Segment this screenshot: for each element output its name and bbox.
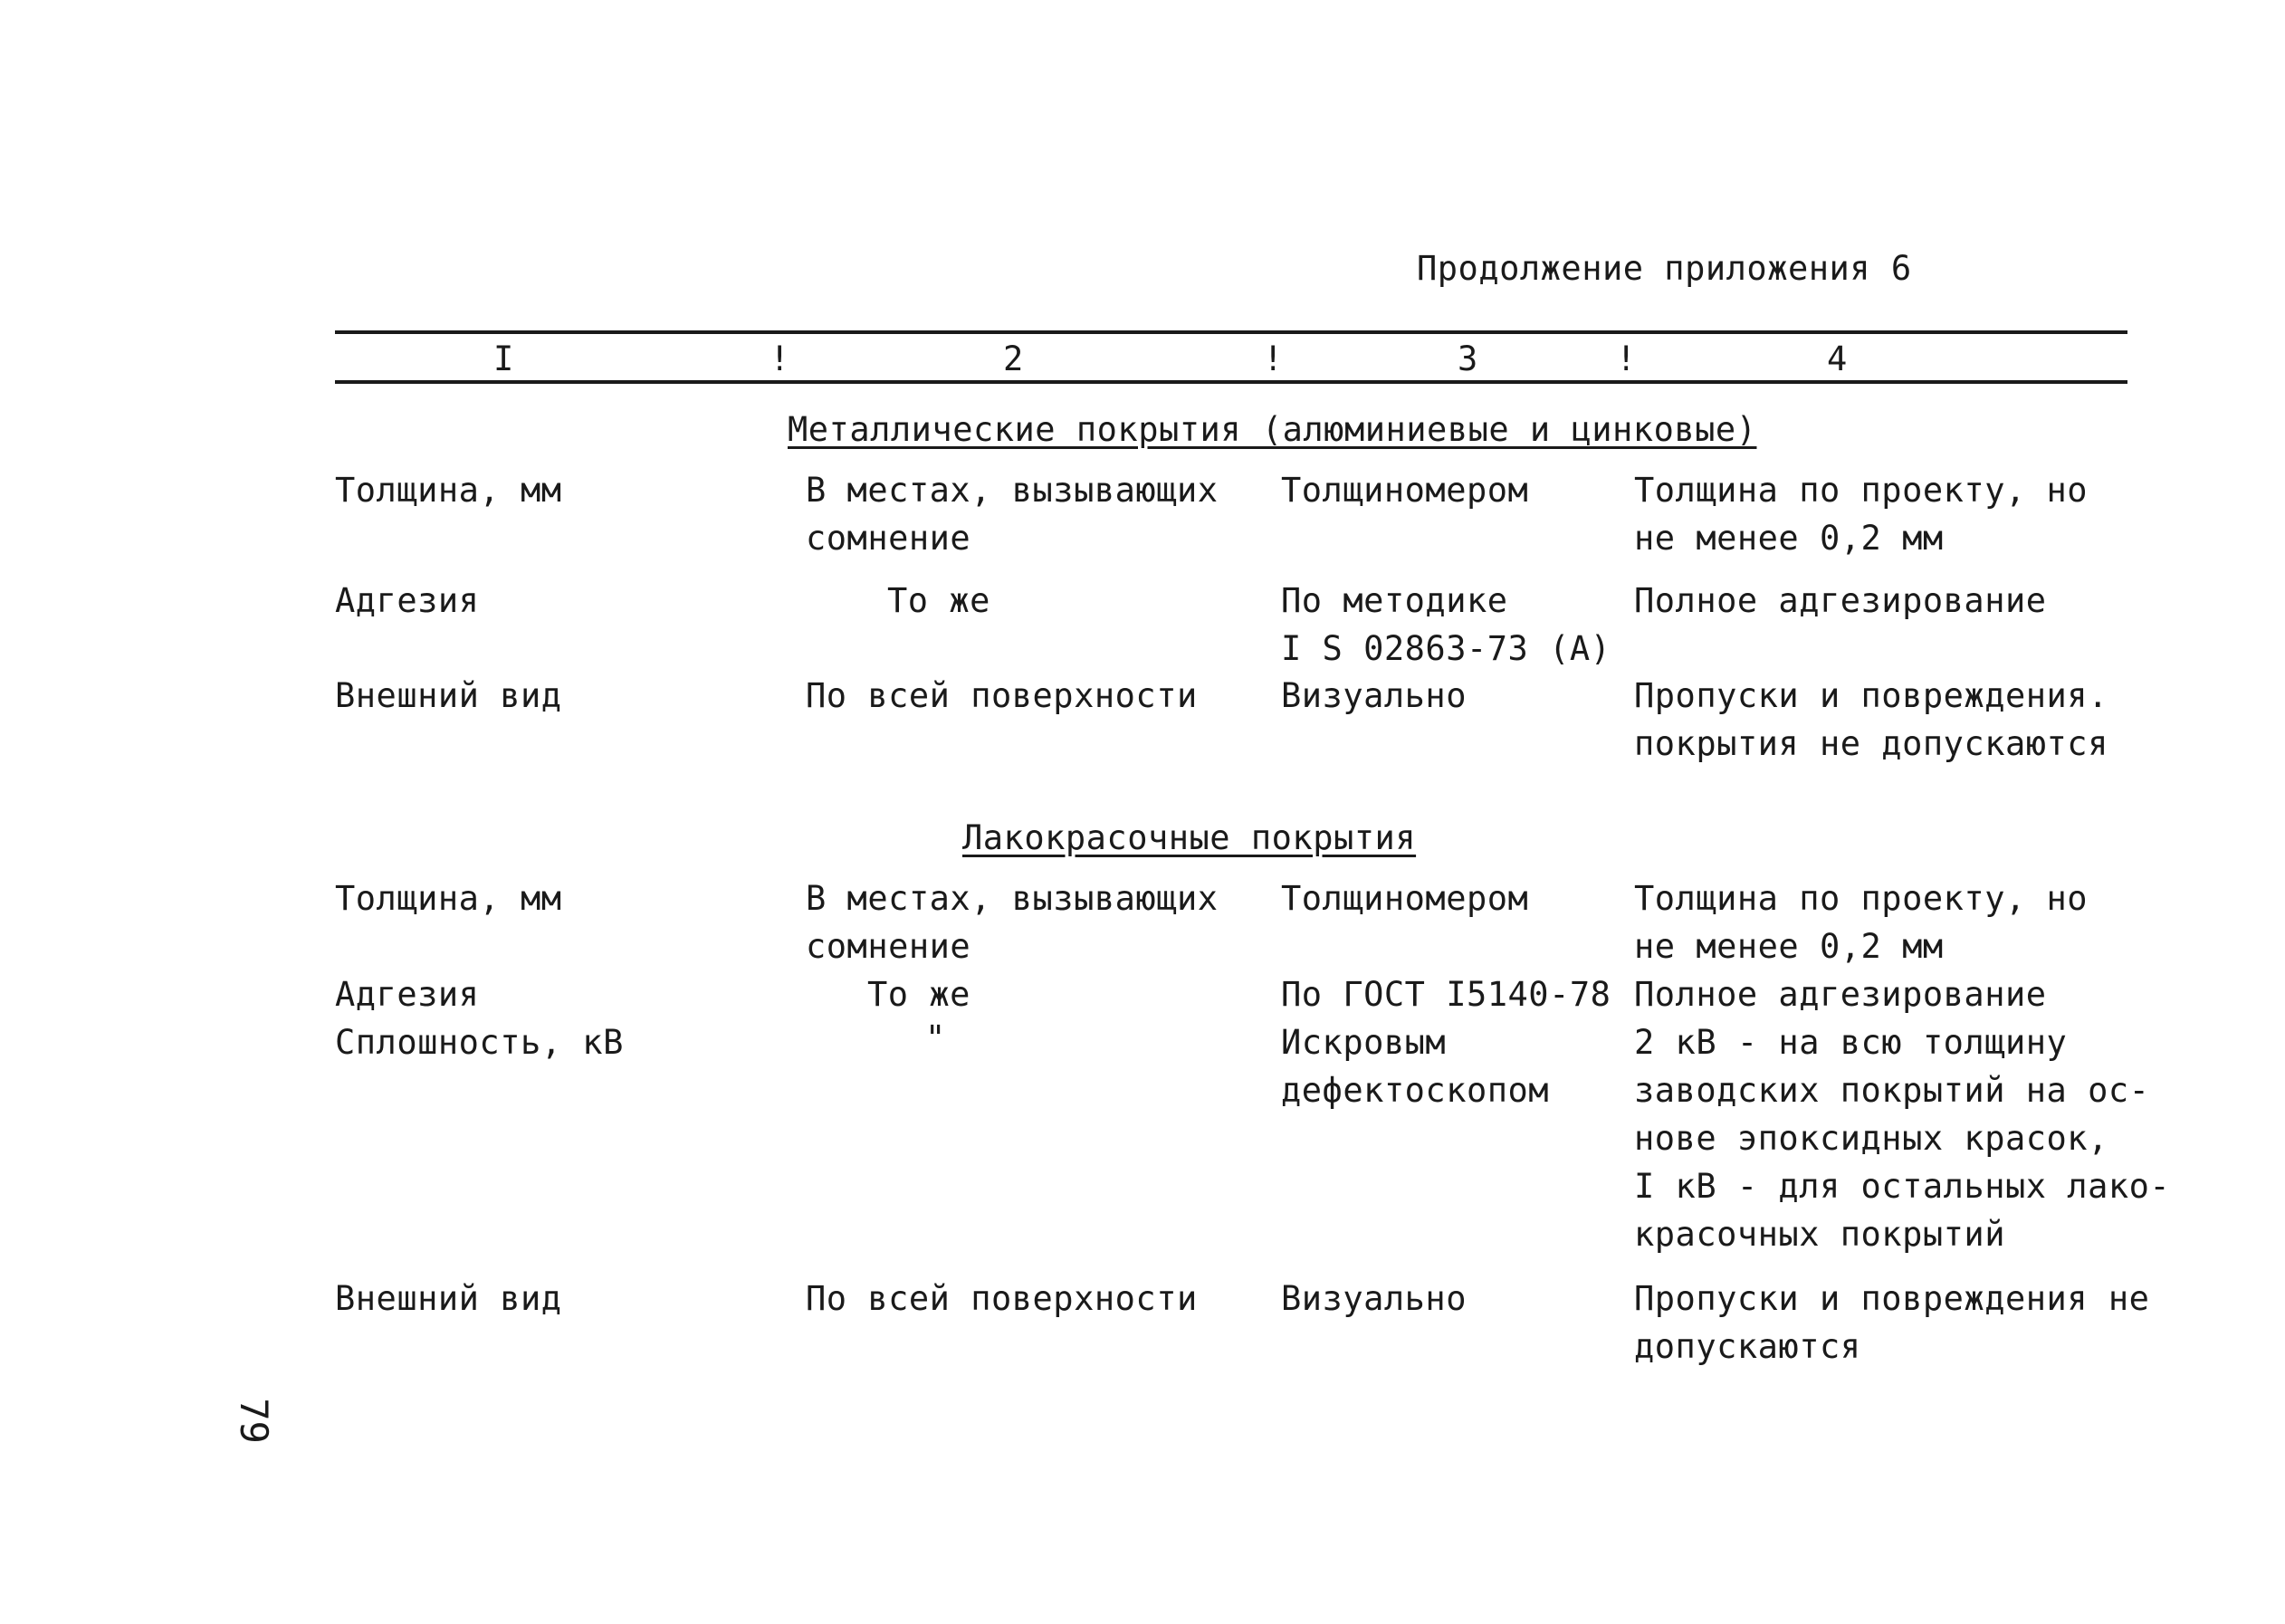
section-title-metallic: Металлические покрытия (алюминиевые и цинковые) xyxy=(788,410,1757,449)
s2-row3-method-l2: дефектоскопом xyxy=(1281,1071,1550,1110)
column-header-4: 4 xyxy=(1827,339,1848,378)
s1-row3-param: Внешний вид xyxy=(335,676,562,715)
column-header-2: 2 xyxy=(1003,339,1024,378)
s2-row2-req: Полное адгезирование xyxy=(1634,975,2047,1014)
s2-row3-req-l1: 2 кВ - на всю толщину xyxy=(1634,1023,2068,1062)
s1-row1-req-l1: Толщина по проекту, но xyxy=(1634,471,2089,510)
s2-row2-place: То же xyxy=(867,975,970,1014)
s2-row3-req-l3: нове эпоксидных красок, xyxy=(1634,1119,2108,1158)
s2-row3-req-l2: заводских покрытий на ос- xyxy=(1634,1071,2150,1110)
section-title-paint: Лакокрасочные покрытия xyxy=(962,818,1417,857)
s2-row2-method: По ГОСТ I5140-78 xyxy=(1281,975,1611,1014)
s2-row1-req-l2: не менее 0,2 мм xyxy=(1634,927,1944,966)
s2-row1-place-l2: сомнение xyxy=(806,927,971,966)
s2-row1-req-l1: Толщина по проекту, но xyxy=(1634,879,2089,918)
s2-row3-req-l4: I кВ - для остальных лако- xyxy=(1634,1167,2171,1206)
s1-row2-param: Адгезия xyxy=(335,581,480,620)
s1-row1-param: Толщина, мм xyxy=(335,471,562,510)
s2-row1-place-l1: В местах, вызывающих xyxy=(806,879,1219,918)
s1-row2-place: То же xyxy=(887,581,990,620)
s1-row2-method-l2: I S 02863-73 (A) xyxy=(1281,629,1611,668)
s2-row4-method: Визуально xyxy=(1281,1279,1467,1318)
s1-row2-req: Полное адгезирование xyxy=(1634,581,2047,620)
s2-row4-param: Внешний вид xyxy=(335,1279,562,1318)
column-header-1: I xyxy=(493,339,514,378)
s2-row3-method-l1: Искровым xyxy=(1281,1023,1447,1062)
s2-row3-req-l5: красочных покрытий xyxy=(1634,1215,2005,1254)
page-number: 79 xyxy=(231,1398,276,1444)
column-separator-1: ! xyxy=(770,339,790,378)
column-separator-3: ! xyxy=(1616,339,1637,378)
s1-row3-req-l1: Пропуски и повреждения. xyxy=(1634,676,2108,715)
s2-row4-place: По всей поверхности xyxy=(806,1279,1198,1318)
s2-row1-method: Толщиномером xyxy=(1281,879,1529,918)
s1-row3-method: Визуально xyxy=(1281,676,1467,715)
column-header-3: 3 xyxy=(1458,339,1478,378)
s1-row1-place-l2: сомнение xyxy=(806,519,971,558)
s1-row3-req-l2: покрытия не допускаются xyxy=(1634,724,2108,763)
s2-row4-req-l1: Пропуски и повреждения не xyxy=(1634,1279,2150,1318)
s2-row3-param: Сплошность, кВ xyxy=(335,1023,624,1062)
table-top-rule xyxy=(335,330,2127,334)
column-separator-2: ! xyxy=(1263,339,1284,378)
s1-row3-place: По всей поверхности xyxy=(806,676,1198,715)
s2-row1-param: Толщина, мм xyxy=(335,879,562,918)
s2-row4-req-l2: допускаются xyxy=(1634,1327,1861,1366)
table-header-rule xyxy=(335,380,2127,384)
continuation-caption: Продолжение приложения 6 xyxy=(1417,249,1912,288)
s2-row3-place: " xyxy=(925,1018,946,1057)
s1-row1-req-l2: не менее 0,2 мм xyxy=(1634,519,1944,558)
s2-row2-param: Адгезия xyxy=(335,975,480,1014)
s1-row2-method-l1: По методике xyxy=(1281,581,1508,620)
s1-row1-method: Толщиномером xyxy=(1281,471,1529,510)
s1-row1-place-l1: В местах, вызывающих xyxy=(806,471,1219,510)
